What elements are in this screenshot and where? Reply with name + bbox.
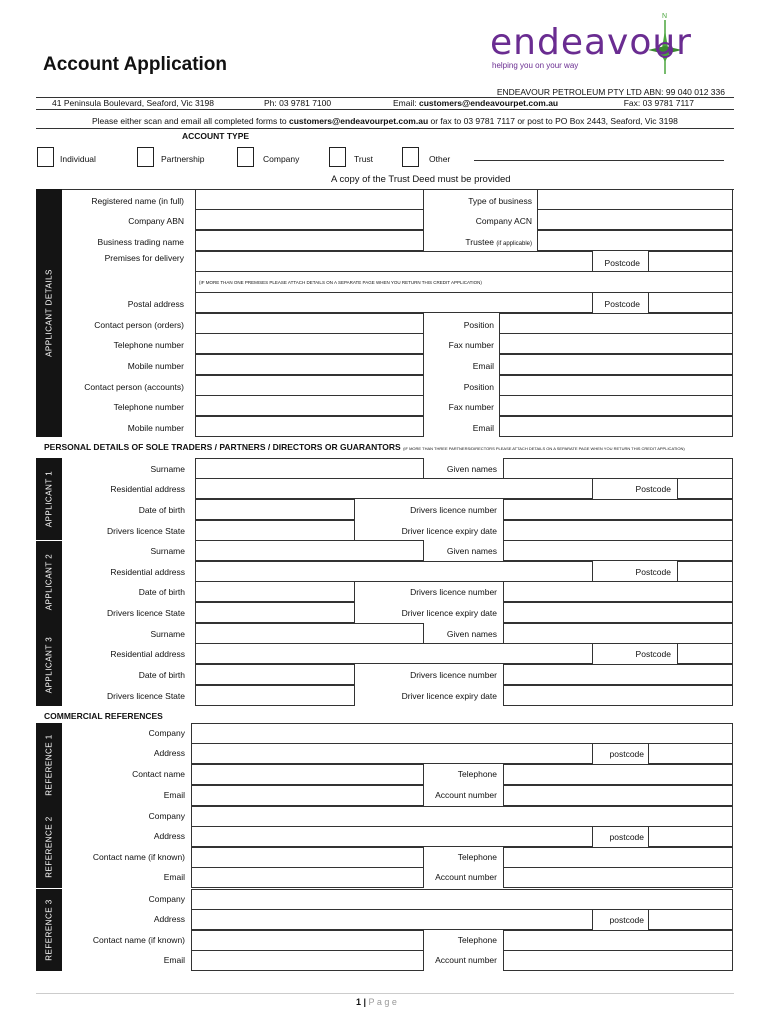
instruction-email-link[interactable]: customers@endeavourpet.com.au [289,116,429,126]
premises-input[interactable] [195,251,593,272]
dob-2-input[interactable] [195,581,355,602]
label-company: Company [263,154,300,164]
label-postal-address: Postal address [127,299,184,309]
dob-1-input[interactable] [195,499,355,520]
telephone-orders-input[interactable] [195,333,424,354]
dob-3-input[interactable] [195,664,355,685]
label-ref1-address: Address [153,748,185,758]
ref3-account-input[interactable] [503,950,733,971]
label-surname-1: Surname [150,464,185,474]
instruction-text [92,116,678,126]
label-registered-name: Registered name (in full) [91,196,184,206]
label-ref3-postcode: postcode [609,915,644,925]
label-ref3-contact: Contact name (if known) [92,935,185,945]
label-licence-number-3: Drivers licence number [410,670,497,680]
ref1-email-input[interactable] [191,785,424,806]
label-type-of-business: Type of business [468,196,532,206]
label-trustee: Trustee (if applicable) [465,237,532,247]
checkbox-company[interactable] [237,147,254,167]
label-mobile-orders: Mobile number [127,361,184,371]
ref3-address-input[interactable] [191,909,593,930]
given-names-3-input[interactable] [503,623,733,644]
label-position-orders: Position [463,320,494,330]
label-postcode-2: Postcode [635,567,671,577]
ref1-account-input[interactable] [503,785,733,806]
ref2-address-input[interactable] [191,826,593,847]
licence-expiry-1-input[interactable] [503,520,733,541]
mobile-orders-input[interactable] [195,354,424,375]
checkbox-trust[interactable] [329,147,346,167]
company-acn-input[interactable] [537,209,733,230]
given-names-1-input[interactable] [503,458,733,479]
registered-name-input[interactable] [195,189,424,210]
position-orders-input[interactable] [499,313,733,334]
ref2-postcode-input[interactable] [648,826,733,847]
reference-3-band: REFERENCE 3 [36,889,62,971]
logo-wordmark: endeavour [490,22,692,63]
label-ref3-telephone: Telephone [457,935,497,945]
label-ref3-email: Email [163,955,185,965]
label-ref1-postcode: postcode [609,749,644,759]
licence-state-2-input[interactable] [195,602,355,623]
label-company-acn: Company ACN [475,216,532,226]
label-ref3-company: Company [148,894,185,904]
label-licence-expiry-1: Driver licence expiry date [401,526,497,536]
label-given-names-2: Given names [446,546,497,556]
ref3-company-input[interactable] [191,889,733,910]
postcode-1-input[interactable] [677,478,733,499]
label-residential-1: Residential address [110,484,185,494]
label-postcode-1: Postcode [635,484,671,494]
label-residential-3: Residential address [110,649,185,659]
label-given-names-1: Given names [446,464,497,474]
label-ref3-account: Account number [435,955,497,965]
label-licence-state-1: Drivers licence State [107,526,185,536]
licence-expiry-3-input[interactable] [503,685,733,706]
label-ref1-company: Company [148,728,185,738]
label-trust: Trust [354,154,374,164]
label-licence-state-3: Drivers licence State [107,691,185,701]
logo-tagline: helping you on your way [492,61,579,70]
label-dob-3: Date of birth [138,670,185,680]
instruction-end: or fax to 03 9781 7117 or post to PO Box 2443, Seaford, Vic 3198 [428,116,678,126]
label-partnership: Partnership [161,154,205,164]
page-word: P a g e [368,997,397,1007]
ref1-company-input[interactable] [191,723,733,744]
postal-postcode-input[interactable] [648,292,733,313]
ref2-account-input[interactable] [503,867,733,888]
label-mobile-accounts: Mobile number [127,423,184,433]
applicant-1-band: APPLICANT 1 [36,458,62,540]
fax-text: Fax: 03 9781 7117 [623,98,694,108]
account-type-title: ACCOUNT TYPE [182,131,250,141]
personal-details-note: (IF MORE THAN THREE PARTNERS/DIRECTORS PLEASE ATTACH DETAILS ON A SEPARATE PAGE WHEN YOU RETURN THIS CREDIT APPLICATION) [403,446,685,451]
residential-2-input[interactable] [195,561,593,582]
reference-1-band: REFERENCE 1 [36,723,62,806]
label-fax-orders: Fax number [448,340,494,350]
ref1-address-input[interactable] [191,743,593,764]
residential-1-input[interactable] [195,478,593,499]
licence-state-1-input[interactable] [195,520,355,541]
licence-expiry-2-input[interactable] [503,602,733,623]
ref1-contact-input[interactable] [191,764,424,785]
label-ref2-postcode: postcode [609,832,644,842]
address-text: 41 Peninsula Boulevard, Seaford, Vic 3198 [52,98,214,108]
checkbox-partnership[interactable] [137,147,154,167]
label-licence-expiry-3: Driver licence expiry date [401,691,497,701]
label-fax-accounts: Fax number [448,402,494,412]
compass-letter: N [662,13,668,20]
label-surname-2: Surname [150,546,185,556]
page-footer [356,997,397,1007]
mobile-accounts-input[interactable] [195,416,424,437]
label-postal-postcode: Postcode [604,299,640,309]
ref2-telephone-input[interactable] [503,847,733,868]
label-postcode-3: Postcode [635,649,671,659]
label-ref1-account: Account number [435,790,497,800]
ref2-email-input[interactable] [191,867,424,888]
ref3-contact-input[interactable] [191,930,424,951]
label-ref1-email: Email [163,790,185,800]
label-licence-state-2: Drivers licence State [107,608,185,618]
endeavour-logo [488,8,728,74]
trust-deed-note: A copy of the Trust Deed must be provided [331,174,511,185]
label-email-orders: Email [472,361,494,371]
given-names-2-input[interactable] [503,540,733,561]
label-email-accounts: Email [472,423,494,433]
label-contact-orders: Contact person (orders) [94,320,184,330]
trustee-input[interactable] [537,230,733,251]
label-individual: Individual [60,154,96,164]
telephone-accounts-input[interactable] [195,395,424,416]
label-other: Other [429,154,451,164]
trading-name-input[interactable] [195,230,424,251]
email-accounts-input[interactable] [499,416,733,437]
footer-divider [36,993,734,994]
email-text [393,98,558,108]
premises-note: (IF MORE THAN ONE PREMISES PLEASE ATTACH DETAILS ON A SEPARATE PAGE WHEN YOU RETURN THIS CREDIT APPLICATION) [199,280,482,285]
premises-postcode-input[interactable] [648,251,733,272]
label-ref2-address: Address [153,831,185,841]
instruction-start: Please either scan and email all completed forms to [92,116,290,126]
company-line: ENDEAVOUR PETROLEUM PTY LTD ABN: 99 040 012 336 [496,87,725,97]
ref2-company-input[interactable] [191,806,733,827]
label-ref1-contact: Contact name [132,769,185,779]
licence-number-2-input[interactable] [503,581,733,602]
licence-number-3-input[interactable] [503,664,733,685]
email-prefix: Email: [393,98,419,108]
surname-1-input[interactable] [195,458,424,479]
residential-3-input[interactable] [195,643,593,664]
reference-2-band: REFERENCE 2 [36,806,62,888]
label-premises-postcode: Postcode [604,258,640,268]
label-telephone-accounts: Telephone number [113,402,184,412]
personal-details-title: PERSONAL DETAILS OF SOLE TRADERS / PARTNERS / DIRECTORS OR GUARANTORS (IF MORE THAN THREE PARTNERS/DIRECTORS PLEASE ATTACH DETAILS ON A SEPARATE PAGE WHEN YOU RETURN THIS CREDIT APPLICATION) [44,442,685,452]
applicant-2-band: APPLICANT 2 [36,541,62,623]
applicant-details-band: APPLICANT DETAILS [36,189,62,437]
surname-2-input[interactable] [195,540,424,561]
checkbox-other[interactable] [402,147,419,167]
label-ref1-telephone: Telephone [457,769,497,779]
label-surname-3: Surname [150,629,185,639]
ref1-telephone-input[interactable] [503,764,733,785]
label-given-names-3: Given names [446,629,497,639]
label-licence-expiry-2: Driver licence expiry date [401,608,497,618]
postcode-3-input[interactable] [677,643,733,664]
label-ref2-telephone: Telephone [457,852,497,862]
company-abn-input[interactable] [195,209,424,230]
label-licence-number-1: Drivers licence number [410,505,497,515]
ref2-contact-input[interactable] [191,847,424,868]
contact-orders-input[interactable] [195,313,424,334]
trustee-note: (if applicable) [496,241,532,247]
label-ref2-account: Account number [435,872,497,882]
label-premises: Premises for delivery [104,253,184,263]
other-line[interactable] [474,160,724,161]
applicant-3-band: APPLICANT 3 [36,623,62,706]
label-company-abn: Company ABN [128,216,184,226]
references-title: COMMERCIAL REFERENCES [44,711,163,721]
position-accounts-input[interactable] [499,375,733,396]
label-licence-number-2: Drivers licence number [410,587,497,597]
label-ref3-address: Address [153,914,185,924]
label-trading-name: Business trading name [97,237,184,247]
ref3-telephone-input[interactable] [503,930,733,951]
page-number: 1 [356,997,362,1007]
contact-accounts-input[interactable] [195,375,424,396]
label-dob-2: Date of birth [138,587,185,597]
postcode-2-input[interactable] [677,561,733,582]
label-ref2-contact: Contact name (if known) [92,852,185,862]
ref3-email-input[interactable] [191,950,424,971]
surname-3-input[interactable] [195,623,424,644]
ref1-postcode-input[interactable] [648,743,733,764]
checkbox-individual[interactable] [37,147,54,167]
label-dob-1: Date of birth [138,505,185,515]
type-of-business-input[interactable] [537,189,733,210]
email-orders-input[interactable] [499,354,733,375]
page-title: Account Application [43,54,228,75]
label-residential-2: Residential address [110,567,185,577]
label-telephone-orders: Telephone number [113,340,184,350]
licence-number-1-input[interactable] [503,499,733,520]
label-ref2-company: Company [148,811,185,821]
postal-address-input[interactable] [195,292,593,313]
licence-state-3-input[interactable] [195,685,355,706]
fax-orders-input[interactable] [499,333,733,354]
page-separator: | [361,997,369,1007]
label-contact-accounts: Contact person (accounts) [84,382,184,392]
fax-accounts-input[interactable] [499,395,733,416]
ref3-postcode-input[interactable] [648,909,733,930]
email-link[interactable]: customers@endeavourpet.com.au [418,98,559,108]
label-ref2-email: Email [163,872,185,882]
label-position-accounts: Position [463,382,494,392]
phone-text: Ph: 03 9781 7100 [264,98,332,108]
